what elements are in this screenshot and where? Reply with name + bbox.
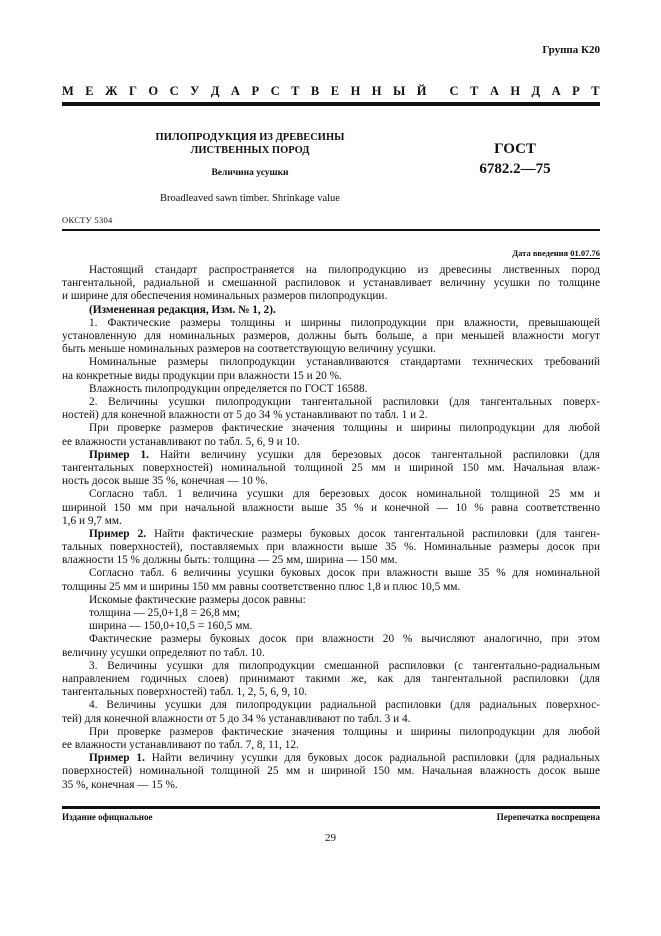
- text-line: [62, 633, 600, 646]
- text-line: [62, 317, 600, 330]
- document-title: [120, 131, 380, 157]
- banner-letter: О: [148, 84, 159, 98]
- line-text: 3. Величины усушки для пилопродукции смешанной распиловки (с тангентально-радиальным: [89, 659, 600, 672]
- paragraph: [62, 304, 600, 317]
- official-edition-note: Издание официальное: [62, 812, 153, 822]
- header-rule: [62, 102, 600, 106]
- banner-letter: Й: [416, 84, 427, 98]
- text-line: [62, 436, 600, 449]
- banner-letter: Н: [371, 84, 382, 98]
- line-text: поверхностей) номинальной толщиной 25 мм и шириной 150 мм. Начальная влажность досок выше: [62, 765, 600, 778]
- paragraph: [62, 633, 600, 659]
- paragraph: [62, 488, 600, 528]
- line-text: Настоящий стандарт распространяется на пилопродукцию из древесины лиственных пород: [89, 264, 600, 276]
- banner-letter: С: [449, 84, 459, 98]
- banner-letter: Р: [251, 84, 260, 98]
- line-text: Найти фактические размеры буковых досок тангентальной распиловки (для танген-: [154, 527, 600, 540]
- banner-letter: Ы: [393, 84, 406, 98]
- text-line: [62, 765, 600, 778]
- line-text: Влажность пилопродукции определяется по ГОСТ 16588.: [89, 382, 368, 395]
- banner-letter: Р: [572, 84, 580, 98]
- line-text: тангентальных поверхностей) номинальной толщиной 25 мм и шириной 150 мм. Начальная влаж-: [62, 461, 600, 474]
- line-text: Фактические размеры буковых досок при влажности 20 % вычисляют аналогично, при этом: [89, 633, 600, 646]
- date-label: Дата введения: [512, 248, 569, 258]
- paragraph: [62, 752, 600, 792]
- banner-letter: Н: [350, 84, 361, 98]
- line-text: установленную для номинальных размеров, должны быть больше, а при меньшей влажности могут: [62, 329, 600, 342]
- paragraph: [62, 264, 600, 304]
- bold-lead: Пример 1.: [89, 752, 145, 765]
- paragraph: [62, 528, 600, 568]
- text-line: [62, 330, 600, 343]
- paragraph: [62, 726, 600, 752]
- text-line: [62, 396, 600, 409]
- gost-designation: [460, 139, 570, 179]
- line-text: влажности 15 % должны быть: толщина — 25 мм, ширина — 150 мм.: [62, 554, 398, 567]
- text-line: [62, 515, 600, 528]
- text-line: [62, 581, 600, 594]
- text-line: [62, 752, 600, 765]
- line-text: 1. Фактические размеры толщины и ширины пилопродукции при влажности, превышающей: [89, 316, 600, 329]
- text-line: [62, 779, 600, 792]
- line-text: 35 %, конечная — 15 %.: [62, 778, 178, 791]
- text-line: [62, 277, 600, 290]
- text-line: [62, 449, 600, 462]
- text-line: [62, 594, 600, 607]
- effective-date: [512, 248, 600, 258]
- text-line: [62, 343, 600, 356]
- banner-letter: С: [270, 84, 280, 98]
- line-text: толщина — 25,0+1,8 = 26,8 мм;: [89, 607, 240, 620]
- banner-letter: Е: [85, 84, 94, 98]
- paragraph: [62, 607, 600, 620]
- text-line: [62, 488, 600, 501]
- bold-lead: (Измененная редакция, Изм. № 1, 2).: [89, 303, 276, 316]
- text-line: [62, 567, 600, 580]
- document-subtitle: Величина усушки: [211, 168, 289, 178]
- banner-letter: А: [551, 84, 561, 98]
- paragraph: [62, 699, 600, 725]
- reprint-prohibited-note: Перепечатка воспрещена: [496, 812, 600, 822]
- line-text: ностей) для конечной влажности от 5 до 34 % устанавливают по табл. 1 и 2.: [62, 409, 428, 422]
- line-text: Найти величину усушки для березовых досок тангентальной распиловки (для: [159, 448, 600, 461]
- line-text: Согласно табл. 1 величина усушки для березовых досок номинальной толщиной 25 мм и: [89, 488, 600, 501]
- text-line: [62, 673, 600, 686]
- okstu-code: ОКСТУ 5304: [62, 215, 113, 225]
- line-text: ность досок выше 35 %, конечная — 10 %.: [62, 475, 268, 488]
- text-line: [62, 502, 600, 515]
- title-line: ПИЛОПРОДУКЦИЯ ИЗ ДРЕВЕСИНЫ: [155, 132, 345, 143]
- text-line: [62, 739, 600, 752]
- line-text: Найти величину усушки для буковых досок радиальной распиловки (для радиальных: [151, 752, 600, 765]
- document-body: [62, 264, 600, 792]
- paragraph: [62, 660, 600, 700]
- line-text: направлением годичных слоев) принимают такими же, как для тангентальной распиловки (для: [62, 673, 600, 686]
- text-line: [62, 699, 600, 712]
- banner-letter: Н: [510, 84, 521, 98]
- line-text: тангентальных поверхностей) табл. 1, 2, 5, 6, 9, 10.: [62, 686, 308, 699]
- line-text: тангентальной, радиальной и смешанной распиловок и устанавливает величину усушки по толщине: [62, 277, 600, 290]
- text-line: [62, 356, 600, 369]
- line-text: При проверке размеров фактические значения толщины и ширины пилопродукции для любой: [89, 422, 600, 435]
- banner-letter: Т: [469, 84, 479, 98]
- line-text: ширина — 150,0+10,5 = 160,5 мм.: [89, 620, 253, 633]
- line-text: тей) для конечной влажности от 5 до 34 % устанавливают по табл. 3 и 4.: [62, 712, 411, 725]
- banner-letter: Д: [531, 84, 541, 98]
- line-text: Номинальные размеры пилопродукции устанавливаются стандартами технических требований: [89, 356, 600, 369]
- standard-banner: [62, 84, 600, 99]
- banner-letter: У: [190, 84, 200, 98]
- page-number: 29: [325, 832, 336, 844]
- text-line: [62, 422, 600, 435]
- banner-letter: Е: [330, 84, 340, 98]
- line-text: шириной 150 мм при начальной влажности выше 35 % и конечной — 10 % равна соответственно: [62, 501, 600, 514]
- line-text: ее влажности устанавливают по табл. 7, 8, 11, 12.: [62, 739, 299, 752]
- footer-rule: [62, 806, 600, 809]
- text-line: [62, 409, 600, 422]
- english-title: Broadleaved sawn timber. Shrinkage value: [160, 193, 340, 204]
- bold-lead: Пример 2.: [89, 527, 147, 540]
- line-text: величину усушки определяют по табл. 10.: [62, 646, 265, 659]
- gost-number: 6782.2—75: [479, 161, 551, 177]
- banner-letter: А: [489, 84, 499, 98]
- text-line: [62, 713, 600, 726]
- paragraph: [62, 594, 600, 607]
- banner-letter: М: [62, 84, 74, 98]
- text-line: [62, 370, 600, 383]
- gost-label: ГОСТ: [494, 141, 536, 157]
- text-line: [62, 383, 600, 396]
- bold-lead: Пример 1.: [89, 448, 149, 461]
- text-line: [62, 462, 600, 475]
- text-line: [62, 264, 600, 277]
- line-text: ее влажности устанавливают по табл. 5, 6, 9 и 10.: [62, 435, 300, 448]
- paragraph: [62, 449, 600, 489]
- title-rule: [62, 229, 600, 231]
- date-value: 01.07.76: [570, 248, 600, 258]
- banner-letter: Т: [291, 84, 300, 98]
- line-text: 4. Величины усушки для пилопродукции радиальной распиловки (для радиальных поверхнос-: [89, 699, 600, 712]
- paragraph: [62, 317, 600, 357]
- paragraph: [62, 383, 600, 396]
- line-text: на конкретные виды продукции при влажности 15 и 20 %.: [62, 369, 342, 382]
- banner-letter: Г: [128, 84, 137, 98]
- text-line: [62, 475, 600, 488]
- paragraph: [62, 422, 600, 448]
- line-text: и ширине для обеспечения номинальных размеров пилопродукции.: [62, 290, 388, 303]
- paragraph: [62, 620, 600, 633]
- line-text: Согласно табл. 6 величины усушки буковых досок при влажности выше 35 % для номинальной: [89, 567, 600, 580]
- text-line: [62, 304, 600, 317]
- line-text: Искомые фактические размеры досок равны:: [89, 593, 306, 606]
- group-code: Группа К20: [542, 44, 600, 56]
- banner-letter: С: [169, 84, 179, 98]
- text-line: [62, 541, 600, 554]
- banner-letter: А: [230, 84, 240, 98]
- line-text: При проверке размеров фактические значения толщины и ширины пилопродукции для любой: [89, 725, 600, 738]
- text-line: [62, 660, 600, 673]
- title-line: ЛИСТВЕННЫХ ПОРОД: [190, 145, 310, 156]
- text-line: [62, 620, 600, 633]
- banner-letter: Ж: [105, 84, 118, 98]
- paragraph: [62, 396, 600, 422]
- line-text: тальных поверхностей), поставляемых при влажности выше 35 %. Номинальные размеры досок при: [62, 541, 600, 554]
- text-line: [62, 528, 600, 541]
- paragraph: [62, 356, 600, 382]
- banner-letter: Д: [210, 84, 220, 98]
- text-line: [62, 290, 600, 303]
- line-text: быть меньше номинальных размеров на соответствующую величину усушки.: [62, 343, 436, 356]
- text-line: [62, 607, 600, 620]
- line-text: 2. Величины усушки пилопродукции тангентальной распиловки (для тангентальных поверх-: [89, 395, 600, 408]
- line-text: 1,6 и 9,7 мм.: [62, 514, 122, 527]
- text-line: [62, 554, 600, 567]
- text-line: [62, 647, 600, 660]
- line-text: толщины 25 мм и ширины 150 мм равны соответственно плюс 1,8 и плюс 10,5 мм.: [62, 580, 461, 593]
- paragraph: [62, 567, 600, 593]
- text-line: [62, 686, 600, 699]
- banner-letter: В: [310, 84, 320, 98]
- text-line: [62, 726, 600, 739]
- banner-letter: Т: [591, 84, 600, 98]
